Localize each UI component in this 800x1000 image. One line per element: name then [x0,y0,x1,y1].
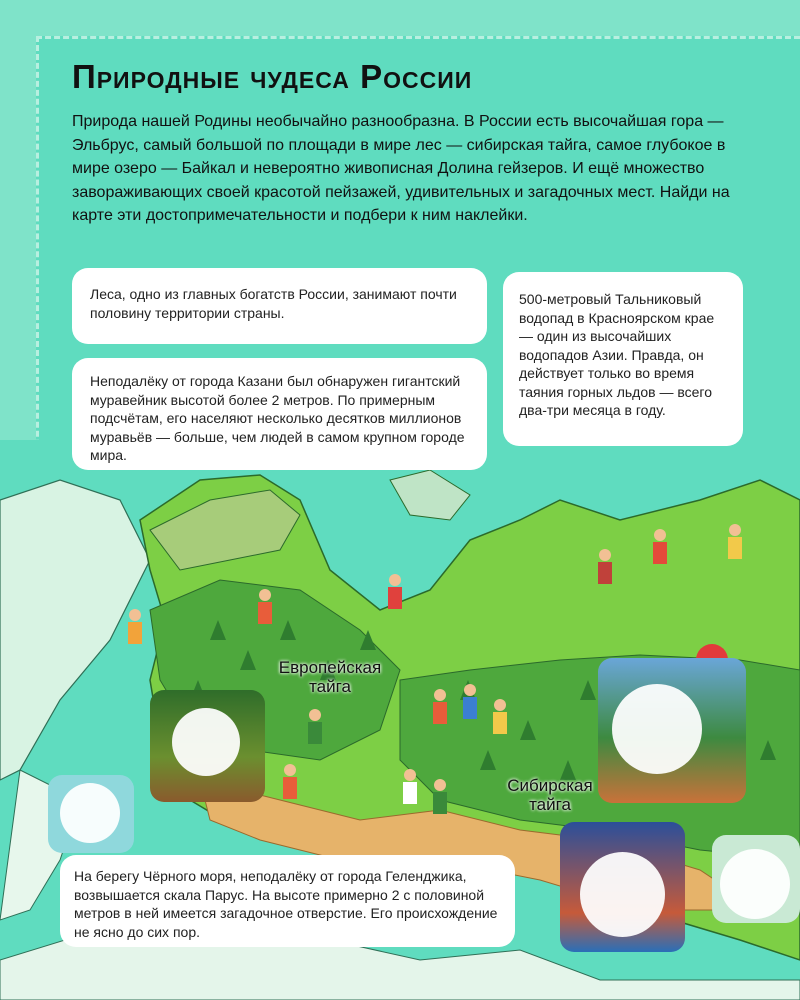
card-waterfall-text: 500-метровый Тальниковый водопад в Красноярском крае — один из высочайших водопадов Азии. Правда, он действует только во время таяния горных льдов — всего два-три месяца в году. [519,291,715,418]
label-siberian-taiga: Сибирская тайга [507,776,593,814]
intro-text: Природа нашей Родины необычайно разнообразна. В России есть высочайшая гора — Эльбрус, самый большой по площади в мире лес — сибирская тайга, самое глубокое в мире озеро — Байкал и невероятно живописная Долина гейзеров. И ещё множество завораживающих своей красотой пейзажей, удивительных и загадочных мест. Найди на карте эти достопримечательности и подбери к ним наклейки. [72,113,730,224]
label-european-taiga: Европейская тайга [278,658,382,696]
card-anthill [72,358,487,470]
card-waterfall [503,272,743,446]
card-forests-text: Леса, одно из главных богатств России, занимают почти половину территории страны. [90,286,457,321]
sticker-siberia[interactable] [712,835,800,923]
sticker-waterfall[interactable] [598,658,746,803]
sticker-placeholder[interactable] [580,852,665,937]
sticker-placeholder[interactable] [60,783,120,843]
page-title: Природные чудеса России [72,58,473,95]
card-parus-rock-text: На берегу Чёрного моря, неподалёку от города Геленджика, возвышается скала Парус. На высоте примерно 2 с половиной метров в ней имеется загадочное отверстие. Его происхождение не ясно до сих пор. [74,868,498,940]
sticker-placeholder[interactable] [720,849,790,919]
card-forests [72,268,487,344]
sticker-forest[interactable] [150,690,265,802]
card-anthill-text: Неподалёку от города Казани был обнаружен гигантский муравейник высотой более 2 метров. По примерным подсчётам, его населяют несколько десятков миллионов муравьёв — больше, чем людей в самом крупном городе мира. [90,373,465,463]
sticker-anthill[interactable] [48,775,134,853]
sticker-placeholder[interactable] [612,684,702,774]
card-parus-rock [60,855,515,947]
sticker-parus-rock[interactable] [560,822,685,952]
sticker-placeholder[interactable] [172,708,240,776]
